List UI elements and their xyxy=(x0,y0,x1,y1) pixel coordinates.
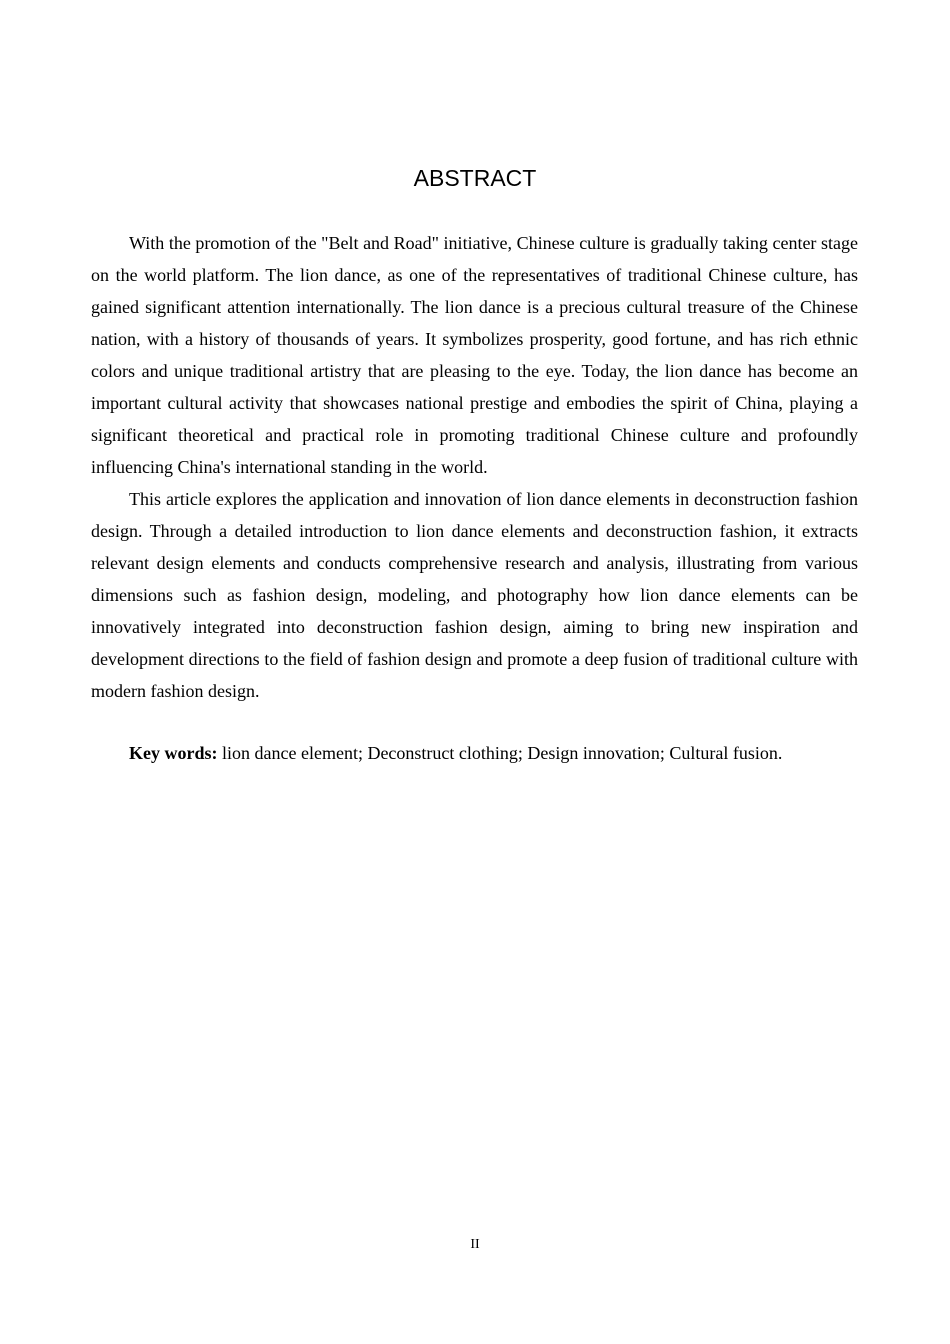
page-number: II xyxy=(470,1237,480,1252)
keywords-line xyxy=(91,737,858,769)
abstract-body xyxy=(91,227,858,707)
abstract-paragraph-1: With the promotion of the "Belt and Road" initiative, Chinese culture is gradually taking center stage on the world platform. The lion dance, as one of the representatives of traditional Chinese culture, has gained significant attention internationally. The lion dance is a precious cultural treasure of the Chinese nation, with a history of thousands of years. It symbolizes prosperity, good fortune, and has rich ethnic colors and unique traditional artistry that are pleasing to the eye. Today, the lion dance has become an important cultural activity that showcases national prestige and embodies the spirit of China, playing a significant theoretical and practical role in promoting traditional Chinese culture and profoundly influencing China's international standing in the world. xyxy=(91,233,858,477)
keywords-label: Key words: xyxy=(129,743,218,763)
page-title: ABSTRACT xyxy=(413,165,537,191)
keywords-text: lion dance element; Deconstruct clothing; Design innovation; Cultural fusion. xyxy=(217,743,783,763)
abstract-paragraph-2: This article explores the application and innovation of lion dance elements in deconstruction fashion design. Through a detailed introduction to lion dance elements and deconstruction fashion, it extracts relevant design elements and conducts comprehensive research and analysis, illustrating from various dimensions such as fashion design, modeling, and photography how lion dance elements can be innovatively integrated into deconstruction fashion design, aiming to bring new inspiration and development directions to the field of fashion design and promote a deep fusion of traditional culture with modern fashion design. xyxy=(91,489,858,701)
